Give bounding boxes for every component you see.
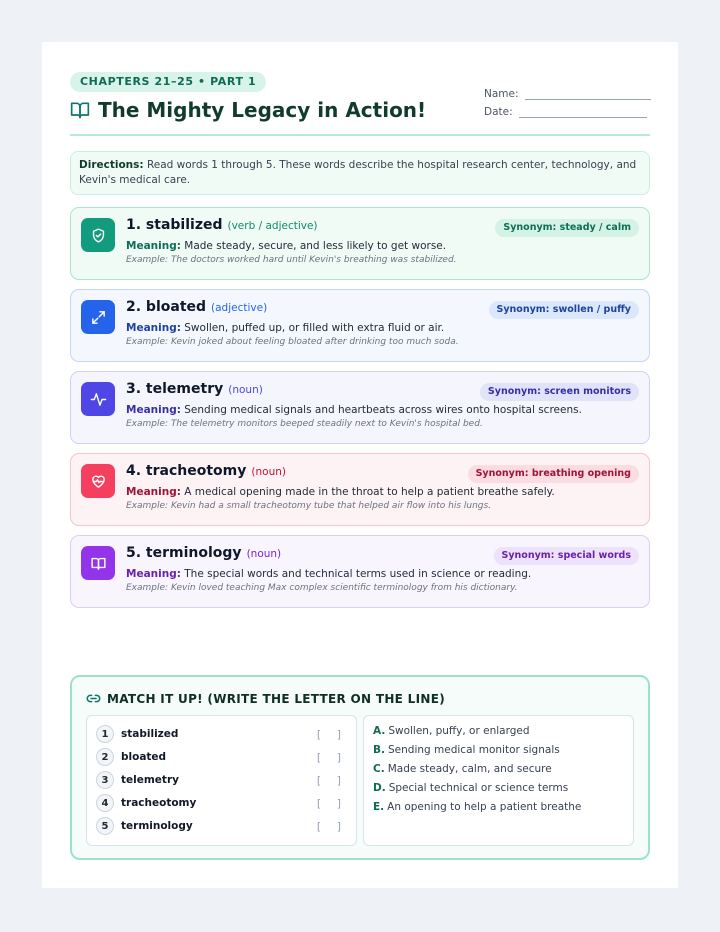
definition-letter: D. (373, 782, 386, 794)
example-sentence: Example: Kevin had a small tracheotomy tube that helped air flow into his lungs. (126, 501, 492, 511)
definition-row (373, 763, 552, 775)
definition-row (373, 782, 568, 794)
heart-pulse-icon (90, 473, 107, 490)
meaning-label: Meaning: (126, 486, 181, 498)
card-icon-box (81, 464, 115, 498)
expand-arrows-icon (90, 309, 107, 326)
definition-text: Sending medical monitor signals (388, 744, 560, 756)
directions-box (70, 151, 650, 195)
date-field[interactable] (519, 108, 647, 118)
term-word: terminology (121, 820, 193, 832)
vocab-card-terminology (70, 535, 650, 608)
card-body (126, 299, 639, 347)
answer-blank[interactable]: [ ] (316, 819, 347, 833)
meaning-label: Meaning: (126, 240, 181, 252)
definition-letter: B. (373, 744, 385, 756)
example-sentence: Example: Kevin joked about feeling bloated after drinking too much soda. (126, 337, 459, 347)
card-body (126, 381, 639, 429)
card-body (126, 463, 639, 511)
match-heading (86, 691, 445, 706)
synonym-badge: Synonym: breathing opening (468, 465, 639, 483)
term-word: telemetry (121, 774, 179, 786)
definition-text: Swollen, puffy, or enlarged (388, 725, 530, 737)
vocab-word: 5. terminology (126, 545, 242, 561)
open-book-icon (90, 555, 107, 572)
definition-row (373, 725, 530, 737)
card-body (126, 545, 639, 593)
term-row (96, 747, 347, 767)
worksheet-page (42, 42, 678, 888)
card-icon-box (81, 218, 115, 252)
term-row (96, 793, 347, 813)
meaning-text (126, 486, 639, 498)
directions-label: Directions: (79, 159, 144, 171)
answer-blank[interactable]: [ ] (316, 773, 347, 787)
name-label: Name: (484, 88, 519, 100)
part-of-speech: (noun) (246, 548, 282, 560)
answer-blank[interactable]: [ ] (316, 750, 347, 764)
synonym-badge: Synonym: swollen / puffy (489, 301, 640, 319)
term-word: stabilized (121, 728, 179, 740)
example-sentence: Example: The doctors worked hard until Kevin's breathing was stabilized. (126, 255, 457, 265)
synonym-badge: Synonym: special words (494, 547, 640, 565)
match-section (70, 675, 650, 860)
card-icon-box (81, 300, 115, 334)
card-icon-box (81, 382, 115, 416)
part-of-speech: (verb / adjective) (227, 220, 318, 232)
vocab-word: 1. stabilized (126, 217, 223, 233)
pulse-icon (90, 391, 107, 408)
link-icon (86, 691, 101, 706)
card-icon-box (81, 546, 115, 580)
synonym-badge: Synonym: screen monitors (480, 383, 639, 401)
vocab-card-stabilized (70, 207, 650, 280)
match-title: MATCH IT UP! (WRITE THE LETTER ON THE LINE) (107, 691, 445, 706)
directions-text: Read words 1 through 5. These words describe the hospital research center, technology, and Kevin's medical care. (79, 159, 637, 186)
name-field[interactable] (525, 90, 651, 100)
meaning-label: Meaning: (126, 568, 181, 580)
definition-text: An opening to help a patient breathe (387, 801, 582, 813)
term-number: 4 (96, 794, 114, 812)
meaning-value: The special words and technical terms used in science or reading. (184, 568, 532, 580)
shield-check-icon (90, 227, 107, 244)
date-label: Date: (484, 106, 513, 118)
chapter-badge: CHAPTERS 21–25 • PART 1 (70, 72, 266, 92)
term-row (96, 724, 347, 744)
meaning-text (126, 404, 639, 416)
meaning-text (126, 240, 639, 252)
card-body (126, 217, 639, 265)
definition-letter: E. (373, 801, 385, 813)
term-word: tracheotomy (121, 797, 197, 809)
title-row (70, 98, 426, 122)
meaning-value: Made steady, secure, and less likely to get worse. (184, 240, 447, 252)
vocab-card-bloated (70, 289, 650, 362)
vocab-word: 4. tracheotomy (126, 463, 247, 479)
term-number: 1 (96, 725, 114, 743)
terms-list (86, 715, 357, 846)
student-info (484, 82, 651, 118)
definitions-list (363, 715, 634, 846)
worksheet-header (70, 72, 650, 136)
term-row (96, 770, 347, 790)
answer-blank[interactable]: [ ] (316, 727, 347, 741)
part-of-speech: (noun) (228, 384, 263, 396)
definition-text: Made steady, calm, and secure (387, 763, 552, 775)
term-number: 5 (96, 817, 114, 835)
definition-letter: A. (373, 725, 386, 737)
answer-blank[interactable]: [ ] (316, 796, 347, 810)
meaning-value: A medical opening made in the throat to help a patient breathe safely. (184, 486, 555, 498)
meaning-value: Sending medical signals and heartbeats across wires onto hospital screens. (184, 404, 582, 416)
term-row (96, 816, 347, 836)
synonym-badge: Synonym: steady / calm (495, 219, 639, 237)
meaning-text (126, 322, 639, 334)
example-sentence: Example: The telemetry monitors beeped steadily next to Kevin's hospital bed. (126, 419, 483, 429)
vocab-card-tracheotomy (70, 453, 650, 526)
vocab-card-telemetry (70, 371, 650, 444)
meaning-text (126, 568, 639, 580)
term-word: bloated (121, 751, 167, 763)
vocab-word: 3. telemetry (126, 381, 224, 397)
definition-row (373, 744, 560, 756)
definition-letter: C. (373, 763, 385, 775)
meaning-label: Meaning: (126, 404, 181, 416)
page-title: The Mighty Legacy in Action! (98, 98, 427, 122)
open-book-icon (70, 100, 90, 120)
term-number: 2 (96, 748, 114, 766)
definition-text: Special technical or science terms (388, 782, 569, 794)
vocab-word: 2. bloated (126, 299, 207, 315)
meaning-value: Swollen, puffed up, or filled with extra fluid or air. (184, 322, 445, 334)
term-number: 3 (96, 771, 114, 789)
example-sentence: Example: Kevin loved teaching Max complex scientific terminology from his dictionary. (126, 583, 518, 593)
definition-row (373, 801, 581, 813)
part-of-speech: (adjective) (211, 302, 268, 314)
part-of-speech: (noun) (251, 466, 286, 478)
meaning-label: Meaning: (126, 322, 181, 334)
